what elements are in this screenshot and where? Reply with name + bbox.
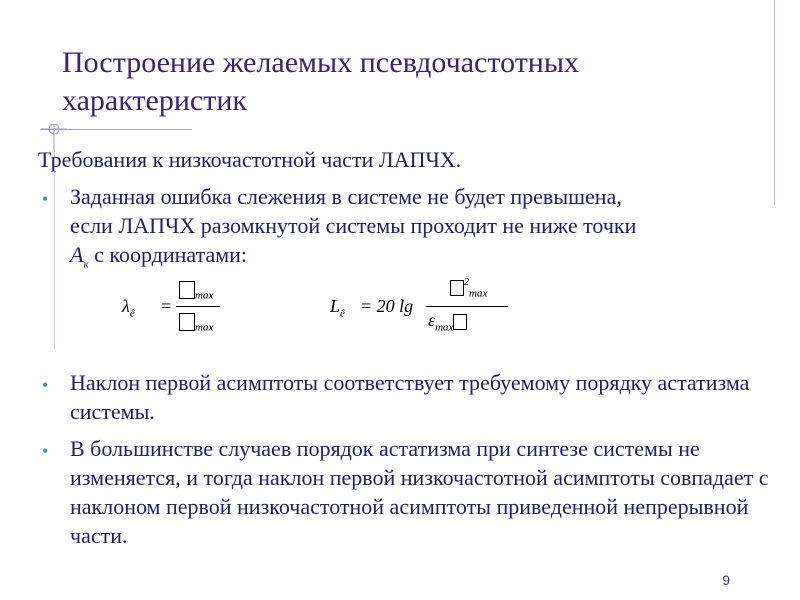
formula-equals: = xyxy=(160,296,173,316)
missing-glyph-icon xyxy=(179,281,195,299)
missing-glyph-icon xyxy=(453,314,467,330)
bullet-item xyxy=(36,368,776,426)
point-subscript: к xyxy=(83,258,89,271)
formula-subscript: max xyxy=(195,289,214,302)
bullet-dot-icon: • xyxy=(42,375,49,395)
bullet-text: В большинстве случаев порядок астатизма при синтезе системы не изменяется, и тогда наклон первой низкочастотной асимптоты совпадает с наклоном первой низкочастотной асимптоты приведенной непрерывной части. xyxy=(70,436,769,548)
bullet-dot-icon: • xyxy=(42,441,49,461)
bullet-list-2 xyxy=(36,368,776,550)
point-label: А xyxy=(70,242,84,267)
section-subtitle: Требования к низкочастотной части ЛАПЧХ. xyxy=(38,147,462,172)
missing-glyph-icon xyxy=(450,280,464,296)
bullet-line-rest: с координатами: xyxy=(88,242,248,267)
formula-subscript: max xyxy=(195,321,214,334)
formula-superscript: 2 xyxy=(464,277,469,288)
slide-title: Построение желаемых псевдочастотных характеристик xyxy=(62,46,580,117)
page-number: 9 xyxy=(722,572,730,588)
formula-subscript: max xyxy=(469,287,488,300)
missing-glyph-icon xyxy=(179,313,195,331)
bullet-line xyxy=(70,240,776,279)
bullet-item xyxy=(36,434,776,550)
bullet-item xyxy=(36,182,776,279)
formula-subscript: ê xyxy=(340,307,345,320)
formula-symbol: ε xyxy=(428,310,436,330)
decorative-vertical-line xyxy=(774,0,775,205)
formula-subscript: max xyxy=(435,321,454,334)
bullet-dot-icon: • xyxy=(42,189,49,209)
formula-symbol: λ xyxy=(122,296,130,316)
bullet-text: Наклон первой асимптоты соответствует требуемому порядку астатизма системы. xyxy=(70,370,750,424)
fraction-bar xyxy=(426,306,508,307)
bullet-line: если ЛАПЧХ разомкнутой системы проходит не ниже точки xyxy=(70,213,637,238)
formula-equals: = 20 lg xyxy=(360,296,414,316)
bullet-list xyxy=(36,182,776,279)
formula-subscript: ê xyxy=(129,307,135,320)
bullet-line: Заданная ошибка слежения в системе не будет превышена, xyxy=(70,184,622,209)
fraction-bar xyxy=(176,306,220,307)
formula-symbol: L xyxy=(330,296,341,316)
